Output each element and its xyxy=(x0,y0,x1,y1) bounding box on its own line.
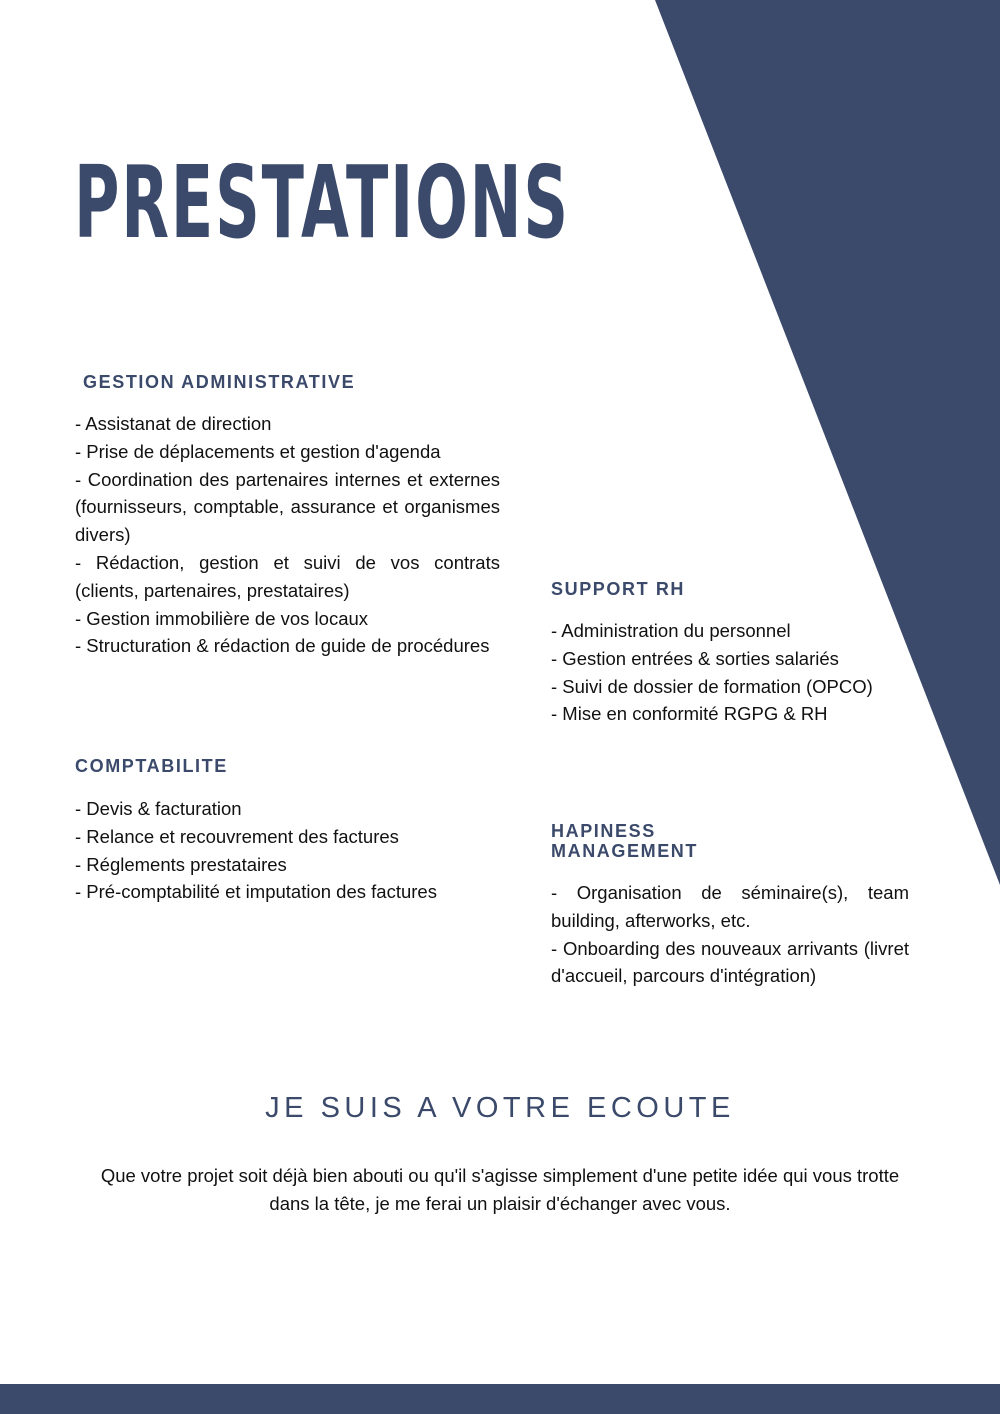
contact-text: Que votre projet soit déjà bien abouti ou qu'il s'agisse simplement d'une petite idée qui vous trotte dans la tête, je me ferai un plaisir d'échanger avec vous. xyxy=(100,1165,900,1214)
section-heading-comptabilite: COMPTABILITE xyxy=(75,756,228,776)
section-heading-support-rh: SUPPORT RH xyxy=(551,579,686,599)
list-item: - Gestion entrées & sorties salariés xyxy=(551,647,839,669)
list-item: - Relance et recouvrement des factures xyxy=(75,825,399,847)
list-item: - Pré-comptabilité et imputation des factures xyxy=(75,881,437,903)
footer-bar xyxy=(0,1384,1000,1414)
comptabilite-list xyxy=(75,795,500,906)
support-rh-list xyxy=(551,617,899,728)
section-heading-hapiness-management xyxy=(551,821,698,861)
list-item: - Réglements prestataires xyxy=(75,853,287,875)
list-item: - Organisation de séminaire(s), team building, afterworks, etc. xyxy=(551,882,909,931)
page-title: PRESTATIONS xyxy=(74,144,570,261)
list-item: - Structuration & rédaction de guide de procédures xyxy=(75,635,490,657)
list-item: - Prise de déplacements et gestion d'agenda xyxy=(75,440,441,462)
list-item: - Mise en conformité RGPG & RH xyxy=(551,703,828,725)
heading-line: MANAGEMENT xyxy=(551,841,698,861)
list-item: - Administration du personnel xyxy=(551,620,791,641)
heading-line: HAPINESS xyxy=(551,821,656,841)
list-item: - Onboarding des nouveaux arrivants (livret d'accueil, parcours d'intégration) xyxy=(551,937,909,987)
list-item: - Rédaction, gestion et suivi de vos contrats (clients, partenaires, prestataires) xyxy=(75,551,500,601)
list-item: - Devis & facturation xyxy=(75,798,242,819)
section-heading-gestion-administrative: GESTION ADMINISTRATIVE xyxy=(83,372,356,392)
gestion-administrative-list xyxy=(75,410,500,660)
hapiness-management-list xyxy=(551,879,909,990)
contact-heading: JE SUIS A VOTRE ECOUTE xyxy=(265,1092,735,1124)
list-item: - Coordination des partenaires internes et externes (fournisseurs, comptable, assurance et organismes divers) xyxy=(75,468,500,546)
list-item: - Assistanat de direction xyxy=(75,413,272,434)
list-item: - Gestion immobilière de vos locaux xyxy=(75,607,369,629)
list-item: - Suivi de dossier de formation (OPCO) xyxy=(551,675,873,697)
